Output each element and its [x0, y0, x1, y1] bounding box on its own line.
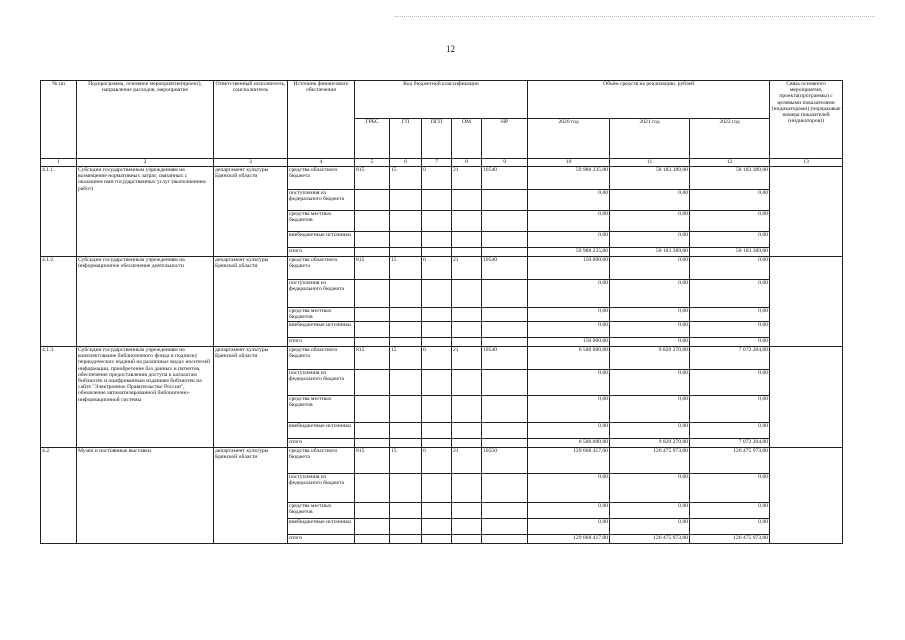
total-label: итого: [288, 338, 355, 347]
funding-source: средства местных бюджетов: [288, 396, 355, 423]
header-source: Источник финансового обеспечения: [288, 81, 355, 159]
amount-2020: 0,00: [528, 280, 610, 308]
empty-code-cell: [390, 439, 422, 448]
header-grbs: ГРБС: [355, 119, 390, 159]
amount-2021: 0,00: [610, 503, 690, 519]
amount-2020: 0,00: [528, 232, 610, 248]
amount-2022: 0,00: [690, 280, 770, 308]
activity-name: Музеи и постоянные выставки: [77, 448, 214, 544]
header-2020: 2020 год: [528, 119, 610, 159]
empty-code-cell: [482, 439, 528, 448]
empty-code-cell: [355, 338, 390, 347]
code-gp: [390, 370, 422, 396]
amount-2020: 6 500 000,00: [528, 347, 610, 370]
amount-2021: 0,00: [610, 423, 690, 439]
amount-2022: 0,00: [690, 190, 770, 211]
code-gp: 15: [390, 167, 422, 190]
amount-2020: 0,00: [528, 211, 610, 232]
code-grbs: [355, 308, 390, 322]
empty-code-cell: [355, 248, 390, 257]
empty-code-cell: [355, 439, 390, 448]
funding-source: средства областного бюджета: [288, 167, 355, 190]
code-nr: [482, 519, 528, 535]
empty-code-cell: [355, 535, 390, 544]
amount-2020: 0,00: [528, 519, 610, 535]
amount-2020: 0,00: [528, 503, 610, 519]
code-gp: [390, 474, 422, 503]
column-number: 12: [690, 159, 770, 167]
code-gp: [390, 308, 422, 322]
amount-2020: 0,00: [528, 423, 610, 439]
empty-code-cell: [452, 439, 482, 448]
amount-2022: 0,00: [690, 503, 770, 519]
code-grbs: 815: [355, 347, 390, 370]
code-pgp: [422, 190, 452, 211]
code-gp: [390, 280, 422, 308]
empty-code-cell: [390, 338, 422, 347]
header-subprogram: Подпрограмма, основное мероприятие(проект), направление расходов, мероприятие: [77, 81, 214, 159]
amount-2021: 0,00: [610, 370, 690, 396]
code-nr: [482, 232, 528, 248]
column-number: 13: [770, 159, 843, 167]
column-number: 3: [214, 159, 288, 167]
code-gp: [390, 396, 422, 423]
funding-source: средства областного бюджета: [288, 448, 355, 474]
budget-table: [40, 80, 843, 544]
total-2020: 150 000,00: [528, 338, 610, 347]
funding-source: поступления из федерального бюджета: [288, 280, 355, 308]
code-om: 21: [452, 167, 482, 190]
code-grbs: [355, 503, 390, 519]
code-gp: [390, 519, 422, 535]
code-pgp: [422, 474, 452, 503]
executor: департамент культуры Брянской области: [214, 448, 288, 544]
amount-2021: 9 829 270,00: [610, 347, 690, 370]
empty-code-cell: [422, 338, 452, 347]
code-nr: [482, 423, 528, 439]
total-2022: 126 475 973,00: [690, 535, 770, 544]
total-2021: 126 475 973,00: [610, 535, 690, 544]
code-grbs: [355, 423, 390, 439]
amount-2020: 129 668 417,00: [528, 448, 610, 474]
code-om: 21: [452, 448, 482, 474]
amount-2022: 0,00: [690, 519, 770, 535]
table-row: [41, 347, 843, 370]
indicator-link: [770, 347, 843, 448]
amount-2021: 126 475 973,00: [610, 448, 690, 474]
empty-code-cell: [422, 535, 452, 544]
total-2020: 59 988 235,00: [528, 248, 610, 257]
activity-name: Субсидии государственным учреждениям на информационное обеспечение деятельности: [77, 257, 214, 347]
amount-2021: 0,00: [610, 257, 690, 280]
funding-source: средства областного бюджета: [288, 257, 355, 280]
column-number: 5: [355, 159, 390, 167]
code-om: [452, 370, 482, 396]
amount-2022: 0,00: [690, 423, 770, 439]
code-om: [452, 396, 482, 423]
code-nr: [482, 396, 528, 423]
amount-2020: 0,00: [528, 308, 610, 322]
code-grbs: [355, 396, 390, 423]
executor: департамент культуры Брянской области: [214, 167, 288, 257]
amount-2021: 0,00: [610, 190, 690, 211]
code-gp: [390, 232, 422, 248]
total-label: итого: [288, 439, 355, 448]
funding-source: внебюджетные источники: [288, 232, 355, 248]
code-pgp: [422, 423, 452, 439]
code-grbs: [355, 519, 390, 535]
code-pgp: [422, 370, 452, 396]
funding-source: средства областного бюджета: [288, 347, 355, 370]
total-label: итого: [288, 535, 355, 544]
header-volume: Объём средств на реализацию, рублей: [528, 81, 770, 119]
empty-code-cell: [422, 439, 452, 448]
total-2021: 58 183 389,00: [610, 248, 690, 257]
code-om: [452, 423, 482, 439]
funding-source: поступления из федерального бюджета: [288, 190, 355, 211]
code-gp: [390, 322, 422, 338]
amount-2021: 0,00: [610, 519, 690, 535]
empty-code-cell: [482, 535, 528, 544]
column-number: 10: [528, 159, 610, 167]
row-number: 4.2.: [41, 448, 77, 544]
row-number: 4.1.1.: [41, 167, 77, 257]
activity-name: Субсидии государственным учреждениям на комплектование библиотечного фонда и подписку периодических изданий на различных видах носителей информации, приобретение баз данных и патентов, обеспечение предоставления доступа к каталогам библиотек и оцифрованным изданиям библиотек на сайте "Электронное Правительство России", обновление автоматизированной библиотечно-информационной системы: [77, 347, 214, 448]
header-2021: 2021 год: [610, 119, 690, 159]
column-number: 1: [41, 159, 77, 167]
code-grbs: [355, 370, 390, 396]
amount-2020: 0,00: [528, 190, 610, 211]
amount-2020: 0,00: [528, 370, 610, 396]
empty-code-cell: [422, 248, 452, 257]
total-2021: 9 829 270,00: [610, 439, 690, 448]
code-nr: [482, 308, 528, 322]
amount-2022: 0,00: [690, 474, 770, 503]
code-pgp: [422, 519, 452, 535]
header-pgp: ПГП: [422, 119, 452, 159]
indicator-link: [770, 257, 843, 347]
funding-source: поступления из федерального бюджета: [288, 474, 355, 503]
amount-2020: 0,00: [528, 396, 610, 423]
code-pgp: [422, 322, 452, 338]
code-om: [452, 474, 482, 503]
column-number: 6: [390, 159, 422, 167]
column-number-row: [41, 159, 843, 167]
code-gp: [390, 423, 422, 439]
code-om: [452, 308, 482, 322]
indicator-link: [770, 448, 843, 544]
empty-code-cell: [452, 535, 482, 544]
header-budget-code: Код бюджетной классификации: [355, 81, 528, 119]
code-nr: 10540: [482, 347, 528, 370]
funding-source: средства местных бюджетов: [288, 503, 355, 519]
header-num: № пп: [41, 81, 77, 159]
column-number: 7: [422, 159, 452, 167]
code-grbs: 815: [355, 257, 390, 280]
code-grbs: [355, 190, 390, 211]
amount-2022: 0,00: [690, 257, 770, 280]
page-number: 12: [446, 44, 455, 54]
total-2022: 7 072 204,00: [690, 439, 770, 448]
code-pgp: [422, 232, 452, 248]
amount-2021: 0,00: [610, 232, 690, 248]
empty-code-cell: [452, 338, 482, 347]
code-nr: 10540: [482, 257, 528, 280]
code-nr: 10550: [482, 448, 528, 474]
code-pgp: [422, 308, 452, 322]
amount-2021: 0,00: [610, 396, 690, 423]
header-2022: 2022 год: [690, 119, 770, 159]
code-pgp: 0: [422, 448, 452, 474]
code-gp: 15: [390, 257, 422, 280]
code-grbs: 815: [355, 167, 390, 190]
column-number: 2: [77, 159, 214, 167]
table-row: [41, 167, 843, 190]
empty-code-cell: [482, 248, 528, 257]
total-2021: 0,00: [610, 338, 690, 347]
code-nr: [482, 190, 528, 211]
amount-2022: 0,00: [690, 370, 770, 396]
empty-code-cell: [390, 248, 422, 257]
funding-source: внебюджетные источники: [288, 322, 355, 338]
table-row: [41, 448, 843, 474]
column-number: 11: [610, 159, 690, 167]
code-pgp: 0: [422, 257, 452, 280]
indicator-link: [770, 167, 843, 257]
code-gp: [390, 211, 422, 232]
code-gp: 15: [390, 448, 422, 474]
amount-2020: 0,00: [528, 474, 610, 503]
amount-2020: 150 000,00: [528, 257, 610, 280]
amount-2021: 0,00: [610, 308, 690, 322]
amount-2022: 0,00: [690, 211, 770, 232]
header-executor: Ответственный исполнитель, соисполнитель: [214, 81, 288, 159]
code-om: [452, 519, 482, 535]
column-number: 9: [482, 159, 528, 167]
amount-2022: 0,00: [690, 308, 770, 322]
code-om: [452, 322, 482, 338]
code-grbs: [355, 474, 390, 503]
funding-source: внебюджетные источники: [288, 519, 355, 535]
total-2022: 58 183 389,00: [690, 248, 770, 257]
code-grbs: 815: [355, 448, 390, 474]
amount-2020: 0,00: [528, 322, 610, 338]
amount-2021: 58 183 389,00: [610, 167, 690, 190]
empty-code-cell: [390, 535, 422, 544]
amount-2022: 7 072 204,00: [690, 347, 770, 370]
amount-2021: 0,00: [610, 211, 690, 232]
funding-source: поступления из федерального бюджета: [288, 370, 355, 396]
header-om: ОМ: [452, 119, 482, 159]
amount-2021: 0,00: [610, 474, 690, 503]
amount-2022: 0,00: [690, 232, 770, 248]
code-grbs: [355, 211, 390, 232]
code-om: [452, 190, 482, 211]
total-label: итого: [288, 248, 355, 257]
column-number: 8: [452, 159, 482, 167]
amount-2022: 58 183 389,00: [690, 167, 770, 190]
amount-2021: 0,00: [610, 322, 690, 338]
header-link: Связь основного мероприятия, проекта(программы) с целевыми показателями (индикаторами) (порядковые номера показателей (индикаторов)): [770, 81, 843, 159]
code-nr: [482, 280, 528, 308]
executor: департамент культуры Брянской области: [214, 257, 288, 347]
code-nr: 10540: [482, 167, 528, 190]
activity-name: Субсидии государственным учреждениям на возмещение нормативных затрат, связанных с оказанием ими государственных услуг (выполнением работ): [77, 167, 214, 257]
code-grbs: [355, 322, 390, 338]
total-2020: 129 668 417,00: [528, 535, 610, 544]
code-pgp: [422, 396, 452, 423]
code-om: 21: [452, 347, 482, 370]
code-om: [452, 280, 482, 308]
code-nr: [482, 474, 528, 503]
row-number: 4.1.2.: [41, 257, 77, 347]
code-gp: [390, 190, 422, 211]
amount-2021: 0,00: [610, 280, 690, 308]
amount-2022: 126 475 973,00: [690, 448, 770, 474]
code-nr: [482, 322, 528, 338]
total-2022: 0,00: [690, 338, 770, 347]
code-om: [452, 503, 482, 519]
code-gp: [390, 503, 422, 519]
code-pgp: 0: [422, 167, 452, 190]
funding-source: внебюджетные источники: [288, 423, 355, 439]
code-pgp: [422, 280, 452, 308]
header-nr: НР: [482, 119, 528, 159]
empty-code-cell: [482, 338, 528, 347]
executor: департамент культуры Брянской области: [214, 347, 288, 448]
table-row: [41, 257, 843, 280]
code-nr: [482, 211, 528, 232]
empty-code-cell: [452, 248, 482, 257]
code-pgp: [422, 211, 452, 232]
table-body: [41, 167, 843, 544]
amount-2022: 0,00: [690, 322, 770, 338]
amount-2022: 0,00: [690, 396, 770, 423]
code-om: 21: [452, 257, 482, 280]
funding-source: средства местных бюджетов: [288, 308, 355, 322]
funding-source: средства местных бюджетов: [288, 211, 355, 232]
row-number: 4.1.3.: [41, 347, 77, 448]
column-number: 4: [288, 159, 355, 167]
code-nr: [482, 370, 528, 396]
code-nr: [482, 503, 528, 519]
total-2020: 6 500 000,00: [528, 439, 610, 448]
header-gp: ГП: [390, 119, 422, 159]
code-gp: 15: [390, 347, 422, 370]
scan-artifact-line: [395, 16, 875, 17]
code-om: [452, 232, 482, 248]
code-grbs: [355, 232, 390, 248]
amount-2020: 59 988 235,00: [528, 167, 610, 190]
code-pgp: 0: [422, 347, 452, 370]
code-om: [452, 211, 482, 232]
code-pgp: [422, 503, 452, 519]
code-grbs: [355, 280, 390, 308]
